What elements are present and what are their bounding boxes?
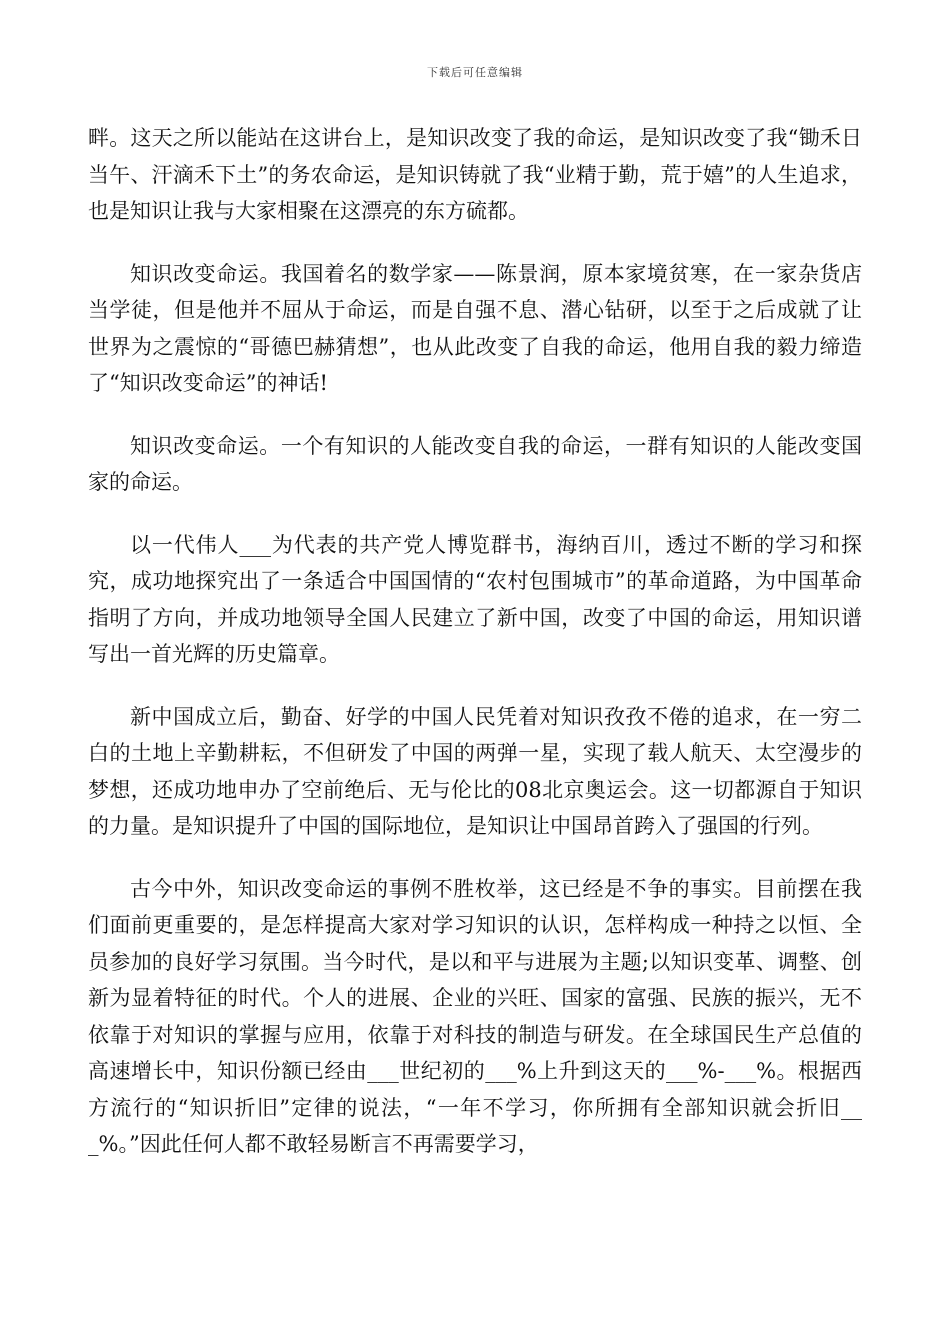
paragraph-6: 古今中外，知识改变命运的事例不胜枚举，这已经是不争的事实。目前摆在我们面前更重要的，是怎样提高大家对学习知识的认识，怎样构成一种持之以恒、全员参加的良好学习氛围。当今时代，是以和平与进展为主题;以知识变革、调整、创新为显着特征的时代。个人的进展、企业的兴旺、国家的富强、民族的振兴，无不依靠于对知识的掌握与应用，依靠于对科技的制造与研发。在全球国民生产总值的高速增长中，知识份额已经由___世纪初的___%上升到这天的___%-___%。根据西方流行的“知识折旧”定律的说法，“一年不学习，你所拥有全部知识就会折旧___%。”因此任何人都不敢轻易断言不再需要学习， [88,876,862,1156]
page-header: 下载后可任意编辑 [427,66,523,79]
paragraph-4: 以一代伟人___为代表的共产党人博览群书，海纳百川，透过不断的学习和探究，成功地探究出了一条适合中国国情的“农村包围城市”的革命道路，为中国革命指明了方向，并成功地领导全国人民建立了新中国，改变了中国的命运，用知识谱写出一首光辉的历史篇章。 [88,532,862,666]
paragraph-5: 新中国成立后，勤奋、好学的中国人民凭着对知识孜孜不倦的追求，在一穷二白的土地上辛勤耕耘，不但研发了中国的两弹一星，实现了载人航天、太空漫步的梦想，还成功地申办了空前绝后、无与伦比的08北京奥运会。这一切都源自于知识的力量。是知识提升了中国的国际地位，是知识让中国昂首跨入了强国的行列。 [88,704,862,838]
document-body [88,120,862,1163]
paragraph-1: 畔。这天之所以能站在这讲台上，是知识改变了我的命运，是知识改变了我“锄禾日当午、汗滴禾下土”的务农命运，是知识铸就了我“业精于勤，荒于嬉”的人生追求，也是知识让我与大家相聚在这漂亮的东方硫都。 [88,126,862,223]
paragraph-3: 知识改变命运。一个有知识的人能改变自我的命运，一群有知识的人能改变国家的命运。 [88,433,862,494]
paragraph-2: 知识改变命运。我国着名的数学家——陈景润，原本家境贫寒，在一家杂货店当学徒，但是他并不屈从于命运，而是自强不息、潜心钻研，以至于之后成就了让世界为之震惊的“哥德巴赫猜想”，也从此改变了自我的命运，他用自我的毅力缔造了“知识改变命运”的神话! [88,261,862,395]
